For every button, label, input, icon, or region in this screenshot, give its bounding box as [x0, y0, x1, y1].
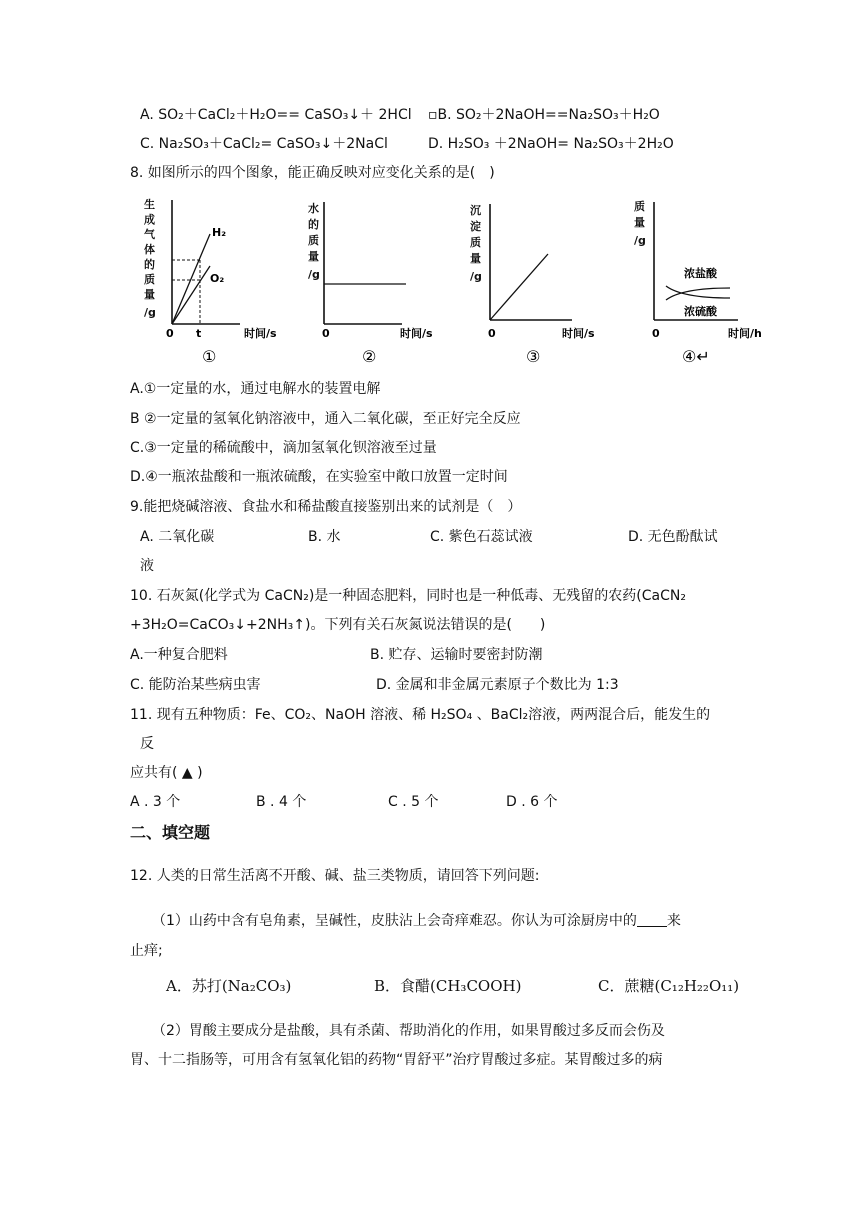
graph-3-ylabel-char: 沉 [470, 204, 481, 217]
q7-option-d: D. H₂SO₃ ＋2NaOH= Na₂SO₃＋2H₂O [428, 136, 674, 152]
q9-option-a: A. 二氧化碳 [140, 529, 215, 545]
q10-option-a: A.一种复合肥料 [130, 647, 228, 663]
graph-4-ylabel-char: 质 [634, 200, 645, 213]
graph-1 [140, 194, 310, 370]
q12-part-1-line-1 [152, 911, 681, 931]
graph-1-ylabel-char: 生 [144, 198, 155, 211]
graph-3-xlabel: 时间/s [562, 327, 595, 340]
q11-line-1: 11. 现有五种物质：Fe、CO₂、NaOH 溶液、稀 H₂SO₄ 、BaCl₂溶液，两两混合后，能发生的 [130, 707, 711, 723]
q10-option-d: D. 金属和非金属元素原子个数比为 1:3 [376, 677, 619, 693]
q9-stem: 9.能把烧碱溶液、食盐水和稀盐酸直接鉴别出来的试剂是（ ） [130, 499, 522, 515]
graph-4-series-hcl: 浓盐酸 [684, 267, 717, 280]
graph-2-xlabel: 时间/s [400, 327, 433, 340]
graph-1-ylabel-char: 成 [144, 213, 155, 226]
graph-4-series-h2so4: 浓硫酸 [684, 305, 717, 318]
q11-line-3: 应共有( ▲ ) [130, 765, 203, 781]
q12-stem: 12. 人类的日常生活离不开酸、碱、盐三类物质，请回答下列问题: [130, 868, 540, 884]
graph-2 [292, 194, 462, 370]
graph-2-ylabel-char: 水 [308, 202, 319, 215]
graph-3-ylabel-char: 淀 [470, 220, 481, 233]
graph-3-ylabel-char: /g [470, 270, 482, 283]
graph-1-ylabel-char: 气 [144, 228, 155, 241]
graph-2-number: ② [362, 347, 377, 366]
q11-option-b: B . 4 个 [256, 794, 307, 810]
graph-4-number: ④↵ [682, 347, 710, 366]
graph-1-ylabel-char: 体 [144, 243, 155, 256]
q9-option-d: D. 无色酚酞试 [628, 529, 718, 545]
graph-1-origin: 0 [166, 327, 174, 340]
graph-3-ylabel-char: 质 [470, 236, 481, 249]
graph-1-ylabel-char: 量 [144, 288, 155, 301]
graph-2-ylabel-char: 量 [308, 250, 319, 263]
graph-1-ylabel-char: 质 [144, 273, 155, 286]
q9-option-c: C. 紫色石蕊试液 [430, 529, 533, 545]
graph-3-origin: 0 [488, 327, 496, 340]
q12-part-1-text: （1）山药中含有皂角素，呈碱性，皮肤沾上会奇痒难忍。你认为可涂厨房中的 [152, 913, 637, 929]
q12-option-b: B．食醋(CH₃COOH) [374, 977, 522, 995]
section-heading: 二、填空题 [130, 823, 211, 842]
graph-3-number: ③ [526, 347, 541, 366]
q7-option-a: A. SO₂＋CaCl₂＋H₂O== CaSO₃↓＋ 2HCl [140, 107, 412, 123]
q10-line-2: +3H₂O=CaCO₃↓+2NH₃↑)。下列有关石灰氮说法错误的是( ) [130, 617, 546, 633]
q10-option-c: C. 能防治某些病虫害 [130, 677, 261, 693]
q10-option-b: B. 贮存、运输时要密封防潮 [370, 647, 543, 663]
graph-2-origin: 0 [322, 327, 330, 340]
q11-option-d: D . 6 个 [506, 794, 558, 810]
q8-option-d: D.④一瓶浓盐酸和一瓶浓硫酸，在实验室中敞口放置一定时间 [130, 469, 508, 485]
q7-option-c: C. Na₂SO₃＋CaCl₂= CaSO₃↓＋2NaCl [140, 136, 388, 152]
graph-3 [466, 194, 636, 370]
graph-1-tick-t: t [196, 327, 202, 340]
q12-part-2-line-2: 胃、十二指肠等，可用含有氢氧化铝的药物“胃舒平”治疗胃酸过多症。某胃酸过多的病 [130, 1052, 663, 1068]
q8-stem: 8. 如图所示的四个图象，能正确反映对应变化关系的是( ) [130, 165, 495, 181]
graph-1-number: ① [202, 347, 217, 366]
graph-2-ylabel-char: /g [308, 268, 320, 281]
q12-part-2-line-1: （2）胃酸主要成分是盐酸，具有杀菌、帮助消化的作用，如果胃酸过多反而会伤及 [152, 1023, 665, 1039]
q8-option-c: C.③一定量的稀硫酸中，滴加氢氧化钡溶液至过量 [130, 440, 437, 456]
graph-4-xlabel: 时间/h [728, 327, 762, 340]
q7-option-b: ▫B. SO₂＋2NaOH==Na₂SO₃＋H₂O [428, 107, 660, 123]
answer-blank[interactable] [637, 912, 667, 927]
graph-1-series-o2: O₂ [210, 272, 225, 285]
q11-line-2: 反 [140, 736, 154, 752]
graph-1-ylabel-char: /g [144, 306, 156, 319]
graph-4 [630, 194, 800, 370]
q10-line-1: 10. 石灰氮(化学式为 CaCN₂)是一种固态肥料，同时也是一种低毒、无残留的农药(CaCN₂ [130, 588, 686, 604]
q8-option-a: A.①一定量的水，通过电解水的装置电解 [130, 381, 381, 397]
q12-option-c: C．蔗糖(C₁₂H₂₂O₁₁) [598, 977, 740, 995]
graph-1-series-h2: H₂ [212, 226, 227, 239]
q12-option-a: A．苏打(Na₂CO₃) [166, 977, 292, 995]
q12-part-1-line-2: 止痒; [130, 943, 163, 959]
graph-4-ylabel-char: /g [634, 234, 646, 247]
q9-option-b: B. 水 [308, 529, 341, 545]
graph-3-ylabel-char: 量 [470, 252, 481, 265]
q11-option-c: C . 5 个 [388, 794, 439, 810]
graph-2-ylabel-char: 质 [308, 234, 319, 247]
q8-option-b: B ②一定量的氢氧化钠溶液中，通入二氧化碳，至正好完全反应 [130, 411, 521, 427]
graph-1-ylabel-char: 的 [144, 258, 155, 271]
q11-option-a: A . 3 个 [130, 794, 181, 810]
graph-2-ylabel-char: 的 [308, 218, 319, 231]
q12-part-1-tail: 来 [666, 913, 681, 929]
q9-option-d-cont: 液 [140, 558, 154, 574]
graph-4-ylabel-char: 量 [634, 216, 645, 229]
graph-4-origin: 0 [652, 327, 660, 340]
graph-1-xlabel: 时间/s [244, 327, 277, 340]
